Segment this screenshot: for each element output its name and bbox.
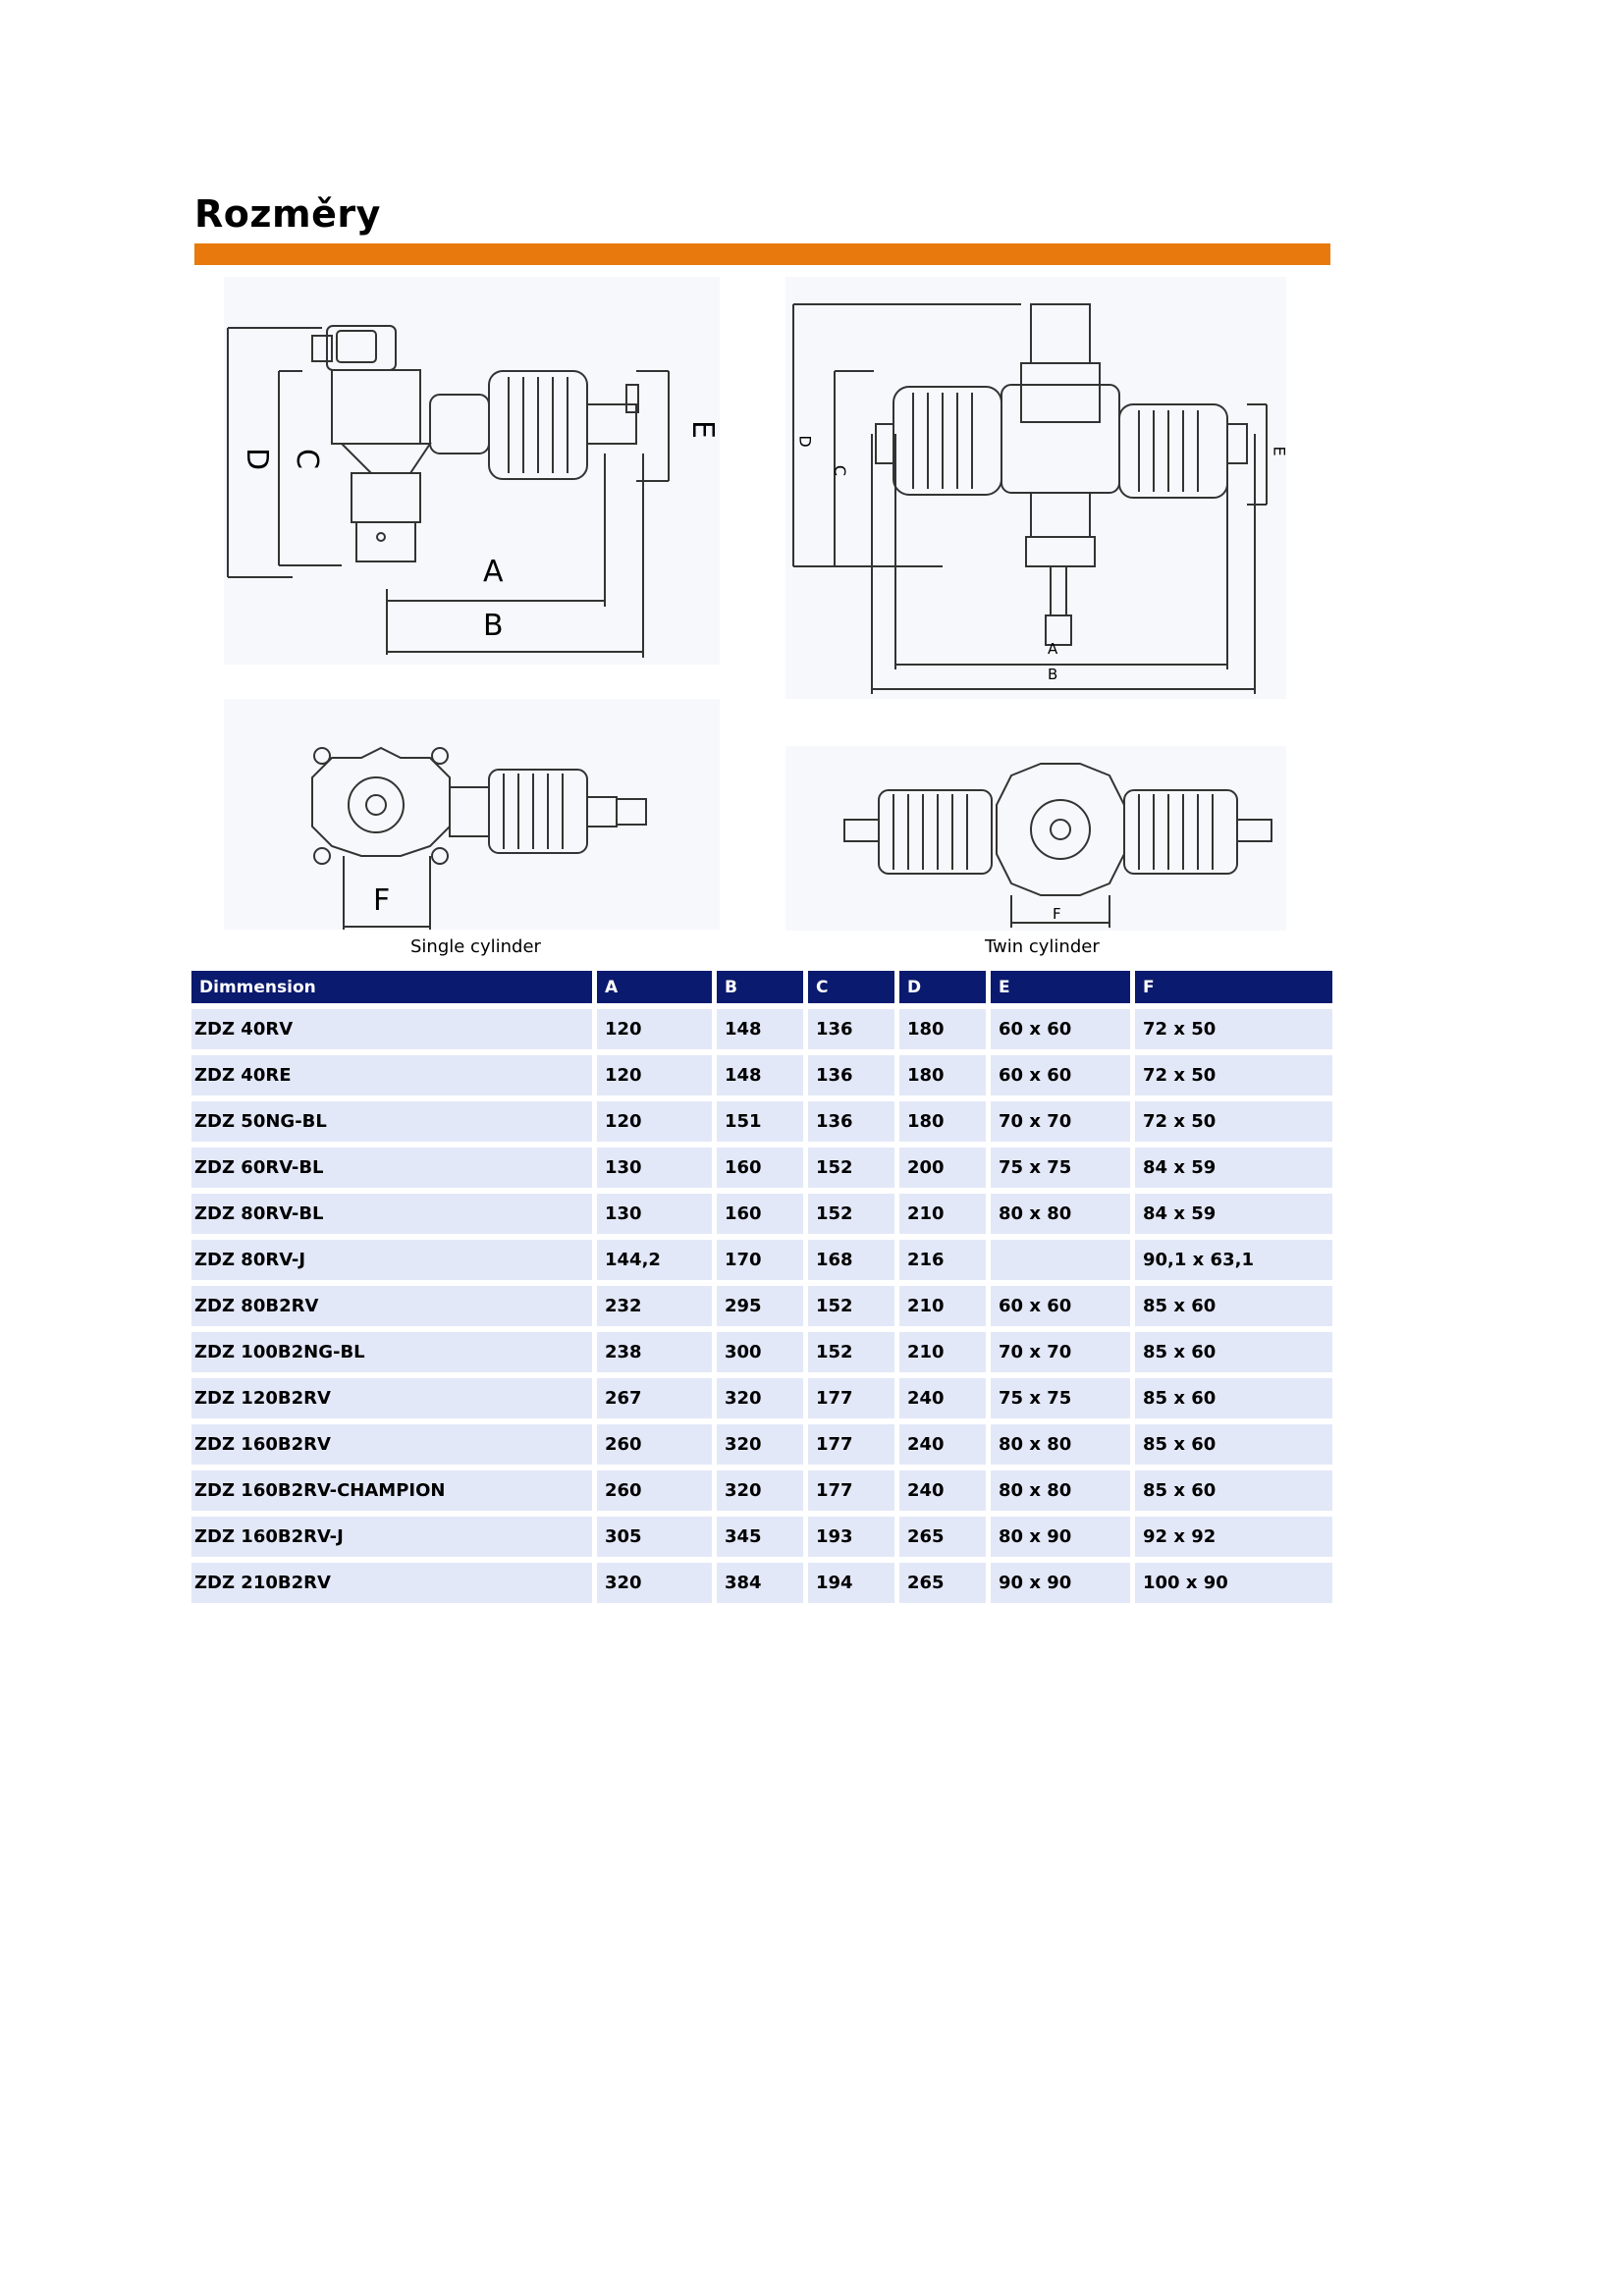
table-row	[191, 1424, 1332, 1465]
single-label-d: D	[240, 447, 275, 471]
table-row	[191, 1563, 1332, 1603]
twin-label-d: D	[795, 435, 815, 448]
cell-model: ZDZ 80RV-J	[191, 1240, 592, 1280]
cell-e: 90 x 90	[991, 1563, 1130, 1603]
twin-cylinder-side-view	[785, 277, 1286, 699]
cell-a: 120	[597, 1101, 712, 1142]
cell-a: 130	[597, 1148, 712, 1188]
single-label-c: C	[289, 449, 324, 469]
cell-b: 160	[717, 1148, 803, 1188]
cell-a: 130	[597, 1194, 712, 1234]
cell-e: 80 x 80	[991, 1424, 1130, 1465]
cell-f: 72 x 50	[1135, 1055, 1332, 1095]
cell-a: 120	[597, 1009, 712, 1049]
cell-b: 151	[717, 1101, 803, 1142]
single-cylinder-front-view	[224, 699, 720, 930]
cell-e: 80 x 80	[991, 1470, 1130, 1511]
cell-c: 136	[808, 1009, 894, 1049]
cell-c: 177	[808, 1378, 894, 1418]
cell-model: ZDZ 60RV-BL	[191, 1148, 592, 1188]
cell-b: 160	[717, 1194, 803, 1234]
cell-f: 85 x 60	[1135, 1332, 1332, 1372]
cell-b: 295	[717, 1286, 803, 1326]
cell-f: 85 x 60	[1135, 1286, 1332, 1326]
cell-d: 180	[899, 1009, 986, 1049]
cell-c: 177	[808, 1470, 894, 1511]
cell-c: 152	[808, 1286, 894, 1326]
cell-b: 384	[717, 1563, 803, 1603]
cell-a: 305	[597, 1517, 712, 1557]
cell-e: 60 x 60	[991, 1055, 1130, 1095]
cell-f: 84 x 59	[1135, 1148, 1332, 1188]
cell-model: ZDZ 80RV-BL	[191, 1194, 592, 1234]
cell-c: 136	[808, 1101, 894, 1142]
cell-c: 152	[808, 1148, 894, 1188]
cell-a: 260	[597, 1424, 712, 1465]
single-label-b: B	[483, 609, 504, 643]
cell-a: 238	[597, 1332, 712, 1372]
single-cylinder-caption: Single cylinder	[410, 936, 541, 957]
cell-e: 60 x 60	[991, 1286, 1130, 1326]
dimensions-table	[187, 965, 1337, 1609]
cell-model: ZDZ 210B2RV	[191, 1563, 592, 1603]
cell-c: 193	[808, 1517, 894, 1557]
single-label-e: E	[684, 420, 720, 439]
cell-c: 168	[808, 1240, 894, 1280]
single-cylinder-side-view	[224, 277, 720, 665]
cell-b: 345	[717, 1517, 803, 1557]
cell-a: 144,2	[597, 1240, 712, 1280]
cell-a: 232	[597, 1286, 712, 1326]
cell-model: ZDZ 50NG-BL	[191, 1101, 592, 1142]
header-c: C	[808, 971, 894, 1003]
cell-c: 152	[808, 1194, 894, 1234]
header-f: F	[1135, 971, 1332, 1003]
table-row	[191, 1194, 1332, 1234]
table-row	[191, 1517, 1332, 1557]
table-row	[191, 1009, 1332, 1049]
cell-b: 148	[717, 1055, 803, 1095]
cell-model: ZDZ 100B2NG-BL	[191, 1332, 592, 1372]
twin-cylinder-caption: Twin cylinder	[985, 936, 1100, 957]
cell-d: 200	[899, 1148, 986, 1188]
cell-d: 265	[899, 1517, 986, 1557]
cell-d: 210	[899, 1194, 986, 1234]
cell-f: 84 x 59	[1135, 1194, 1332, 1234]
table-header-row	[191, 971, 1332, 1003]
cell-b: 320	[717, 1424, 803, 1465]
cell-e: 80 x 80	[991, 1194, 1130, 1234]
cell-model: ZDZ 40RV	[191, 1009, 592, 1049]
header-e: E	[991, 971, 1130, 1003]
cell-e	[991, 1240, 1130, 1280]
cell-f: 92 x 92	[1135, 1517, 1332, 1557]
table-row	[191, 1148, 1332, 1188]
twin-cylinder-front-view	[785, 746, 1286, 931]
cell-a: 320	[597, 1563, 712, 1603]
cell-model: ZDZ 80B2RV	[191, 1286, 592, 1326]
table-row	[191, 1378, 1332, 1418]
cell-a: 260	[597, 1470, 712, 1511]
cell-d: 210	[899, 1286, 986, 1326]
twin-label-c: C	[831, 464, 850, 477]
cell-d: 180	[899, 1055, 986, 1095]
table-row	[191, 1286, 1332, 1326]
table-row	[191, 1055, 1332, 1095]
table-row	[191, 1240, 1332, 1280]
cell-c: 152	[808, 1332, 894, 1372]
cell-d: 240	[899, 1424, 986, 1465]
single-label-a: A	[483, 555, 504, 589]
cell-f: 72 x 50	[1135, 1101, 1332, 1142]
cell-b: 170	[717, 1240, 803, 1280]
cell-b: 300	[717, 1332, 803, 1372]
cell-b: 320	[717, 1378, 803, 1418]
cell-f: 100 x 90	[1135, 1563, 1332, 1603]
single-label-f: F	[373, 883, 391, 918]
cell-d: 180	[899, 1101, 986, 1142]
cell-e: 75 x 75	[991, 1378, 1130, 1418]
cell-d: 216	[899, 1240, 986, 1280]
cell-model: ZDZ 160B2RV-CHAMPION	[191, 1470, 592, 1511]
cell-f: 85 x 60	[1135, 1470, 1332, 1511]
cell-model: ZDZ 160B2RV-J	[191, 1517, 592, 1557]
twin-label-b: B	[1048, 666, 1058, 683]
header-a: A	[597, 971, 712, 1003]
header-d: D	[899, 971, 986, 1003]
table-row	[191, 1470, 1332, 1511]
cell-model: ZDZ 40RE	[191, 1055, 592, 1095]
cell-e: 70 x 70	[991, 1332, 1130, 1372]
cell-f: 90,1 x 63,1	[1135, 1240, 1332, 1280]
cell-e: 80 x 90	[991, 1517, 1130, 1557]
header-b: B	[717, 971, 803, 1003]
title-underline	[194, 243, 1330, 265]
cell-a: 120	[597, 1055, 712, 1095]
cell-f: 72 x 50	[1135, 1009, 1332, 1049]
cell-f: 85 x 60	[1135, 1424, 1332, 1465]
cell-model: ZDZ 160B2RV	[191, 1424, 592, 1465]
page-title: Rozměry	[194, 192, 381, 236]
cell-d: 210	[899, 1332, 986, 1372]
header-dimension: Dimmension	[191, 971, 592, 1003]
cell-c: 177	[808, 1424, 894, 1465]
twin-label-a: A	[1048, 640, 1058, 658]
cell-d: 240	[899, 1378, 986, 1418]
cell-c: 136	[808, 1055, 894, 1095]
cell-c: 194	[808, 1563, 894, 1603]
cell-a: 267	[597, 1378, 712, 1418]
cell-e: 70 x 70	[991, 1101, 1130, 1142]
cell-b: 148	[717, 1009, 803, 1049]
table-row	[191, 1101, 1332, 1142]
cell-b: 320	[717, 1470, 803, 1511]
twin-label-f: F	[1053, 905, 1061, 923]
cell-model: ZDZ 120B2RV	[191, 1378, 592, 1418]
cell-d: 265	[899, 1563, 986, 1603]
table-row	[191, 1332, 1332, 1372]
cell-d: 240	[899, 1470, 986, 1511]
cell-e: 60 x 60	[991, 1009, 1130, 1049]
cell-e: 75 x 75	[991, 1148, 1130, 1188]
twin-label-e: E	[1270, 446, 1289, 456]
cell-f: 85 x 60	[1135, 1378, 1332, 1418]
